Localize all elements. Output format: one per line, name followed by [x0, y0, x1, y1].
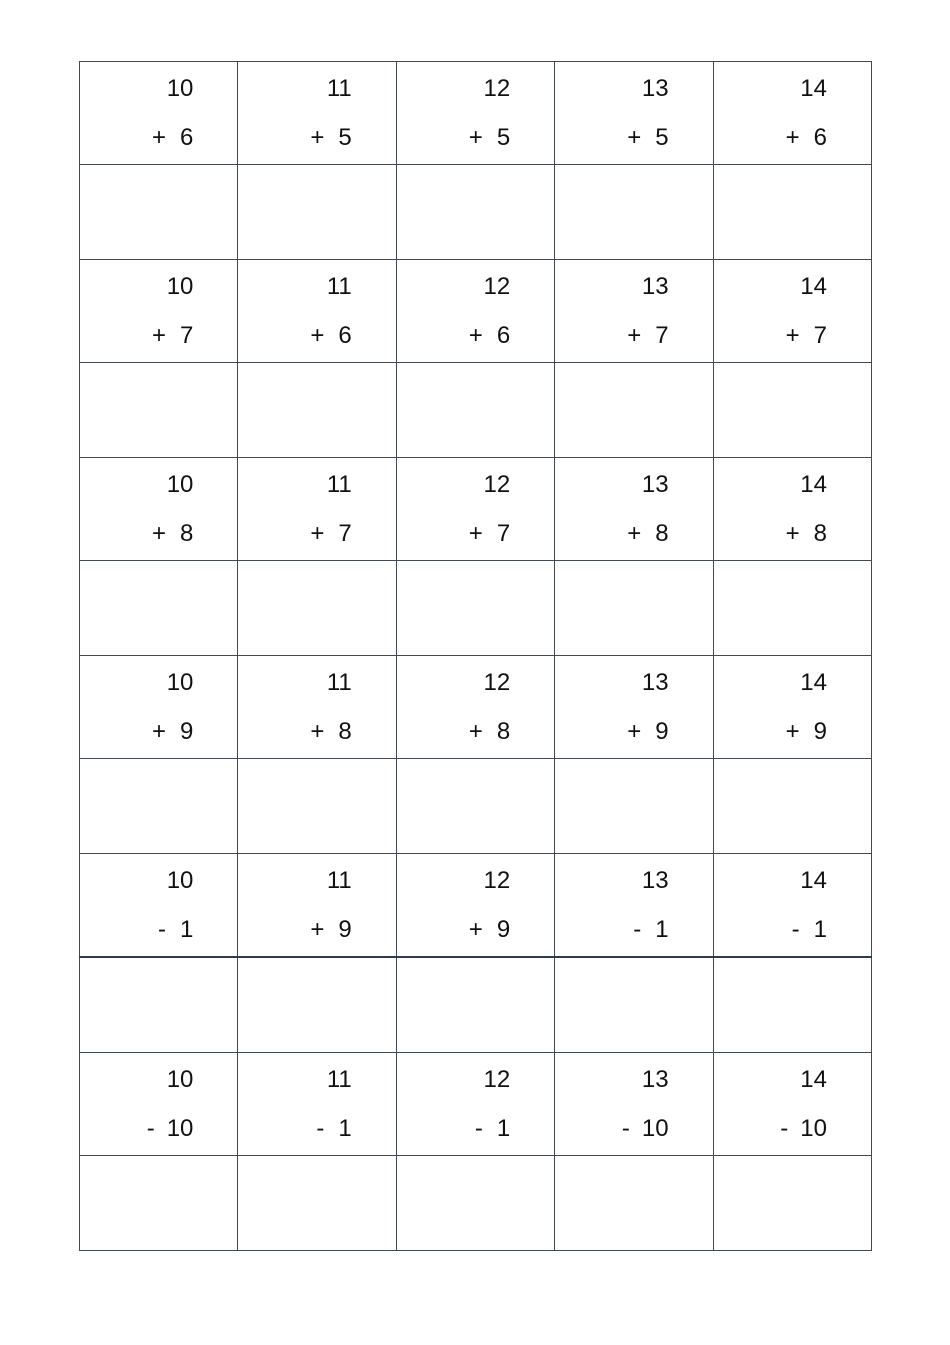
arithmetic-problem	[238, 1053, 395, 1155]
answer-cell[interactable]	[713, 759, 871, 854]
operator-sign: +	[468, 520, 483, 547]
top-number: 12	[483, 669, 511, 696]
problem-cell	[238, 260, 396, 363]
operator-sign: +	[468, 124, 483, 151]
operator-sign: +	[310, 520, 325, 547]
operator-sign: +	[152, 718, 167, 745]
operation-line	[152, 522, 193, 546]
problem-cell	[555, 656, 713, 759]
bottom-number: 8	[180, 520, 194, 547]
top-number: 12	[483, 273, 511, 300]
operator-sign: +	[785, 718, 800, 745]
operation-line	[469, 324, 510, 348]
problem-cell	[396, 458, 554, 561]
operator-sign: -	[621, 1115, 630, 1142]
top-number: 12	[483, 867, 511, 894]
operator-sign: +	[310, 322, 325, 349]
top-number: 11	[326, 273, 352, 300]
problem-cell	[713, 62, 871, 165]
operator-sign: +	[627, 124, 642, 151]
problem-row	[80, 656, 872, 759]
problem-cell	[80, 854, 238, 958]
problem-row	[80, 62, 872, 165]
top-number: 13	[641, 471, 669, 498]
bottom-number: 7	[813, 322, 827, 349]
arithmetic-problem	[397, 854, 554, 956]
operator-sign: +	[152, 322, 167, 349]
operation-line	[780, 1117, 827, 1141]
top-number: 10	[166, 1066, 194, 1093]
answer-cell[interactable]	[396, 363, 554, 458]
bottom-number: 1	[180, 916, 194, 943]
top-number: 13	[641, 669, 669, 696]
answer-cell[interactable]	[396, 561, 554, 656]
answer-cell[interactable]	[555, 1156, 713, 1251]
arithmetic-problem	[555, 854, 712, 956]
problem-cell	[396, 656, 554, 759]
problem-cell	[80, 1053, 238, 1156]
bottom-number: 9	[655, 718, 669, 745]
problem-cell	[396, 260, 554, 363]
operator-sign: -	[146, 1115, 155, 1142]
problem-cell	[713, 260, 871, 363]
problem-cell	[555, 260, 713, 363]
top-number: 12	[483, 1066, 511, 1093]
arithmetic-problem	[555, 62, 712, 164]
top-number: 10	[166, 273, 194, 300]
top-number: 13	[641, 867, 669, 894]
answer-cell[interactable]	[396, 165, 554, 260]
operation-line	[469, 126, 510, 150]
operator-sign: +	[152, 520, 167, 547]
problem-row	[80, 260, 872, 363]
arithmetic-problem	[555, 656, 712, 758]
operator-sign: -	[316, 1115, 325, 1142]
answer-row	[80, 561, 872, 656]
problem-row	[80, 1053, 872, 1156]
arithmetic-problem	[714, 656, 871, 758]
arithmetic-problem	[80, 656, 237, 758]
top-number: 14	[800, 273, 827, 300]
answer-cell[interactable]	[80, 759, 238, 854]
arithmetic-problem	[555, 1053, 712, 1155]
operation-line	[147, 1117, 194, 1141]
top-number: 10	[166, 75, 194, 102]
operation-line	[469, 720, 510, 744]
arithmetic-problem	[80, 854, 237, 956]
operator-sign: +	[468, 322, 483, 349]
problem-cell	[80, 656, 238, 759]
arithmetic-problem	[714, 62, 871, 164]
bottom-number: 10	[641, 1115, 669, 1142]
problem-cell	[238, 656, 396, 759]
answer-cell[interactable]	[555, 165, 713, 260]
bottom-number: 1	[813, 916, 827, 943]
bottom-number: 9	[338, 916, 352, 943]
bottom-number: 1	[338, 1115, 352, 1142]
arithmetic-problem	[714, 1053, 871, 1155]
arithmetic-problem	[555, 260, 712, 362]
problem-cell	[396, 854, 554, 958]
bottom-number: 5	[655, 124, 669, 151]
answer-cell[interactable]	[713, 1156, 871, 1251]
operation-line	[310, 720, 351, 744]
answer-row	[80, 759, 872, 854]
answer-row	[80, 1156, 872, 1251]
bottom-number: 8	[338, 718, 352, 745]
operation-line	[310, 324, 351, 348]
top-number: 11	[326, 75, 352, 102]
arithmetic-problem	[714, 260, 871, 362]
bottom-number: 6	[813, 124, 827, 151]
bottom-number: 7	[655, 322, 669, 349]
answer-cell[interactable]	[396, 759, 554, 854]
problem-cell	[713, 458, 871, 561]
operation-line	[152, 324, 193, 348]
arithmetic-problem	[238, 260, 395, 362]
arithmetic-problem	[397, 656, 554, 758]
problem-cell	[396, 1053, 554, 1156]
answer-cell[interactable]	[80, 1156, 238, 1251]
operation-line	[633, 918, 668, 942]
answer-cell[interactable]	[555, 957, 713, 1053]
operation-line	[152, 720, 193, 744]
arithmetic-problem	[397, 1053, 554, 1155]
problem-cell	[80, 260, 238, 363]
problem-cell	[80, 62, 238, 165]
answer-cell[interactable]	[555, 363, 713, 458]
bottom-number: 1	[655, 916, 669, 943]
bottom-number: 1	[496, 1115, 511, 1142]
arithmetic-problem	[80, 260, 237, 362]
arithmetic-problem	[397, 260, 554, 362]
top-number: 11	[326, 1066, 352, 1093]
operation-line	[786, 522, 827, 546]
operation-line	[786, 324, 827, 348]
top-number: 13	[641, 75, 669, 102]
operation-line	[627, 720, 668, 744]
operation-line	[310, 126, 351, 150]
bottom-number: 7	[180, 322, 194, 349]
answer-cell[interactable]	[238, 957, 396, 1053]
problem-cell	[555, 62, 713, 165]
bottom-number: 8	[813, 520, 827, 547]
operation-line	[469, 918, 510, 942]
operator-sign: -	[158, 916, 167, 943]
bottom-number: 5	[496, 124, 511, 151]
bottom-number: 6	[180, 124, 194, 151]
answer-cell[interactable]	[80, 561, 238, 656]
bottom-number: 9	[496, 916, 511, 943]
operation-line	[627, 126, 668, 150]
arithmetic-problem	[238, 854, 395, 956]
top-number: 14	[800, 867, 827, 894]
top-number: 11	[326, 471, 352, 498]
operation-line	[316, 1117, 351, 1141]
operator-sign: +	[310, 718, 325, 745]
arithmetic-problem	[80, 1053, 237, 1155]
operator-sign: -	[780, 1115, 789, 1142]
arithmetic-problem	[714, 854, 871, 956]
operator-sign: +	[785, 322, 800, 349]
answer-cell[interactable]	[555, 561, 713, 656]
bottom-number: 8	[496, 718, 511, 745]
problem-cell	[555, 1053, 713, 1156]
problem-cell	[555, 854, 713, 958]
top-number: 14	[800, 1066, 827, 1093]
bottom-number: 9	[813, 718, 827, 745]
arithmetic-problem	[238, 656, 395, 758]
top-number: 13	[641, 273, 669, 300]
operation-line	[627, 522, 668, 546]
problem-cell	[713, 854, 871, 958]
operator-sign: -	[791, 916, 800, 943]
operator-sign: +	[468, 916, 483, 943]
answer-row	[80, 363, 872, 458]
top-number: 10	[166, 669, 194, 696]
top-number: 11	[326, 669, 352, 696]
arithmetic-problem	[397, 458, 554, 560]
top-number: 14	[800, 471, 827, 498]
answer-cell[interactable]	[713, 957, 871, 1053]
top-number: 13	[641, 1066, 669, 1093]
answer-cell[interactable]	[238, 1156, 396, 1251]
bottom-number: 7	[338, 520, 352, 547]
operation-line	[786, 720, 827, 744]
top-number: 11	[326, 867, 352, 894]
operation-line	[310, 522, 351, 546]
top-number: 14	[800, 669, 827, 696]
arithmetic-problem	[555, 458, 712, 560]
top-number: 10	[166, 867, 194, 894]
bottom-number: 10	[800, 1115, 827, 1142]
operation-line	[622, 1117, 669, 1141]
bottom-number: 6	[496, 322, 511, 349]
operation-line	[152, 126, 193, 150]
answer-cell[interactable]	[80, 165, 238, 260]
operator-sign: +	[468, 718, 483, 745]
bottom-number: 5	[338, 124, 352, 151]
answer-cell[interactable]	[80, 957, 238, 1053]
worksheet-grid	[79, 61, 872, 1251]
bottom-number: 8	[655, 520, 669, 547]
problem-cell	[713, 1053, 871, 1156]
answer-cell[interactable]	[396, 1156, 554, 1251]
answer-cell[interactable]	[713, 165, 871, 260]
answer-cell[interactable]	[555, 759, 713, 854]
bottom-number: 10	[166, 1115, 194, 1142]
arithmetic-problem	[80, 62, 237, 164]
operation-line	[475, 1117, 510, 1141]
operator-sign: +	[310, 124, 325, 151]
problem-cell	[396, 62, 554, 165]
operation-line	[158, 918, 193, 942]
problem-cell	[238, 62, 396, 165]
operation-line	[627, 324, 668, 348]
top-number: 14	[800, 75, 827, 102]
operator-sign: +	[310, 916, 325, 943]
operator-sign: +	[627, 520, 642, 547]
answer-cell[interactable]	[80, 363, 238, 458]
answer-cell[interactable]	[238, 363, 396, 458]
problem-cell	[713, 656, 871, 759]
operator-sign: +	[627, 718, 642, 745]
problem-row	[80, 458, 872, 561]
operator-sign: +	[152, 124, 167, 151]
top-number: 12	[483, 471, 511, 498]
problem-cell	[238, 854, 396, 958]
top-number: 10	[166, 471, 194, 498]
operator-sign: +	[785, 520, 800, 547]
arithmetic-problem	[238, 458, 395, 560]
operation-line	[792, 918, 827, 942]
answer-row	[80, 165, 872, 260]
problem-row	[80, 854, 872, 958]
bottom-number: 7	[496, 520, 511, 547]
arithmetic-problem	[397, 62, 554, 164]
problem-cell	[555, 458, 713, 561]
answer-cell[interactable]	[713, 363, 871, 458]
operation-line	[786, 126, 827, 150]
answer-cell[interactable]	[238, 561, 396, 656]
worksheet-body	[80, 62, 872, 1251]
bottom-number: 6	[338, 322, 352, 349]
problem-cell	[238, 458, 396, 561]
answer-cell[interactable]	[713, 561, 871, 656]
arithmetic-problem	[714, 458, 871, 560]
arithmetic-problem	[238, 62, 395, 164]
operation-line	[310, 918, 351, 942]
problem-cell	[238, 1053, 396, 1156]
operator-sign: -	[633, 916, 642, 943]
top-number: 12	[483, 75, 511, 102]
problem-cell	[80, 458, 238, 561]
operator-sign: +	[627, 322, 642, 349]
answer-cell[interactable]	[238, 759, 396, 854]
arithmetic-problem	[80, 458, 237, 560]
answer-cell[interactable]	[396, 957, 554, 1053]
answer-row	[80, 957, 872, 1053]
answer-cell[interactable]	[238, 165, 396, 260]
bottom-number: 9	[180, 718, 194, 745]
operator-sign: +	[785, 124, 800, 151]
operation-line	[469, 522, 510, 546]
operator-sign: -	[474, 1115, 483, 1142]
